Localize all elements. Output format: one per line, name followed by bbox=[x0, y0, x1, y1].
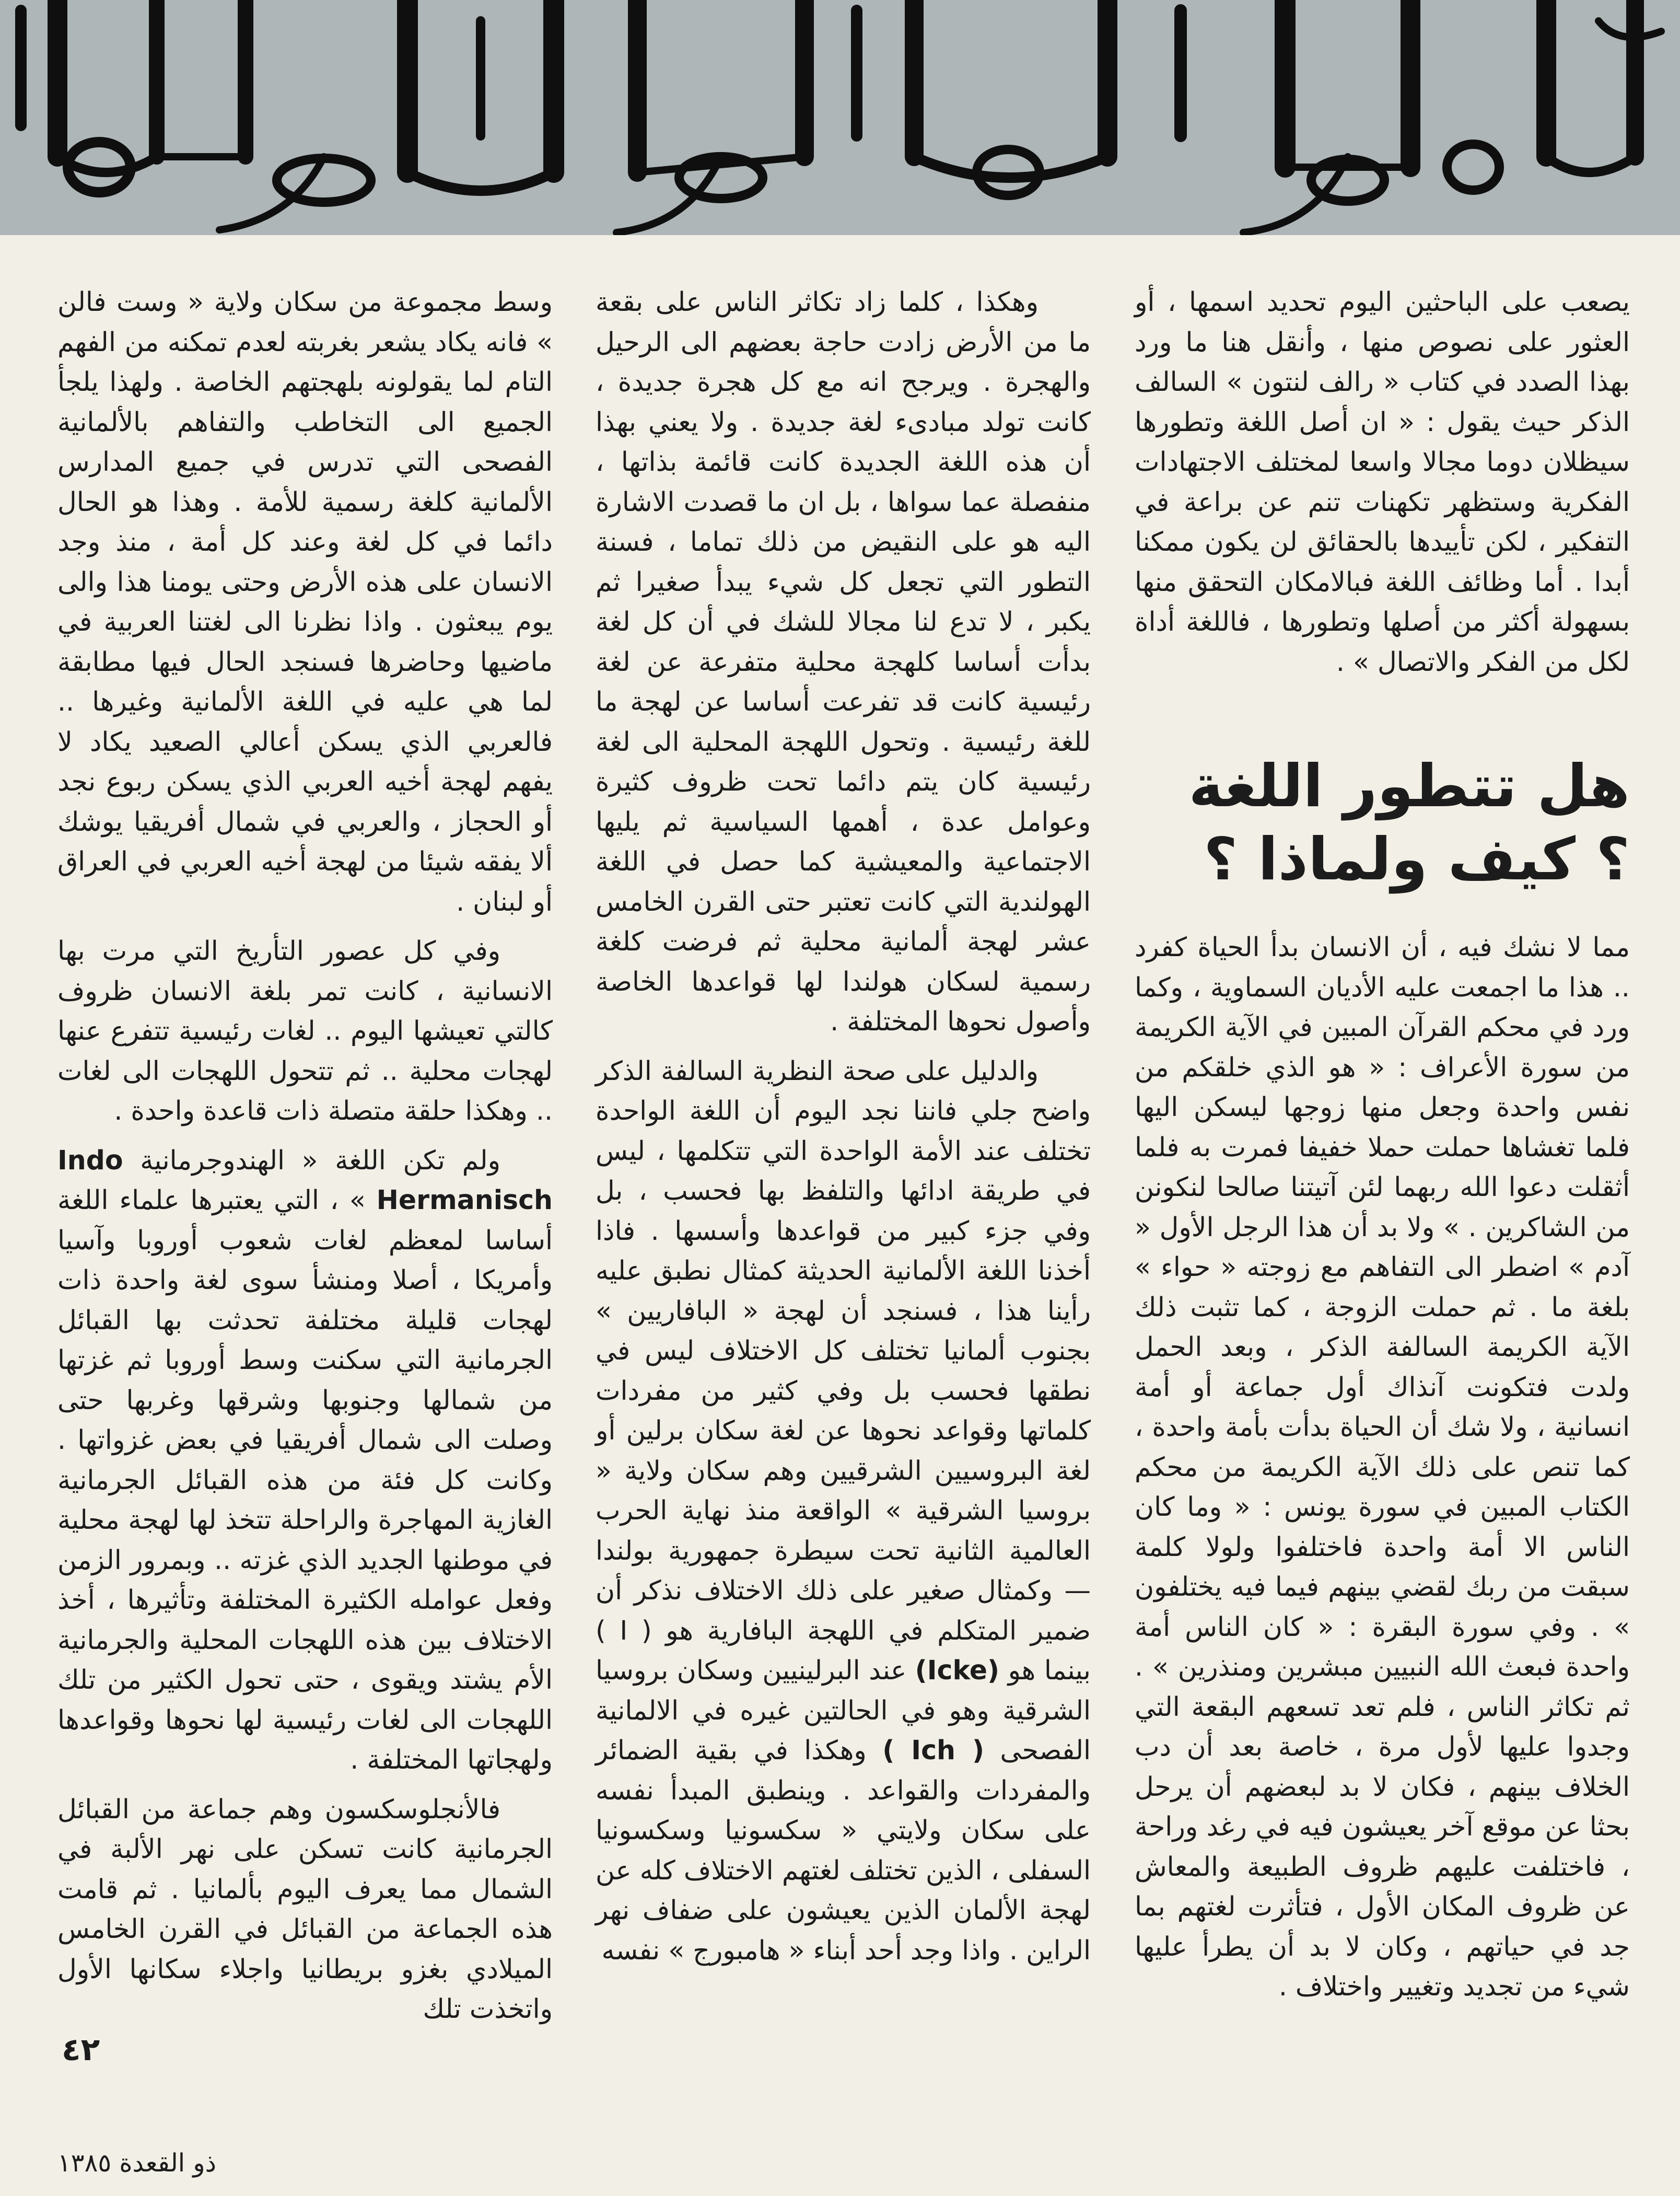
header-calligraphy-banner bbox=[0, 0, 1680, 235]
article-column-right bbox=[1135, 282, 1630, 2016]
latin-term: Indo Hermanisch bbox=[57, 1144, 553, 1215]
paragraph-text: والدليل على صحة النظرية السالفة الذكر واضح جلي فاننا نجد اليوم أن اللغة الواحدة تختلف عند الأمة الواحدة التي تتكلمها ، ليس في طريقة ادائها والتلفظ بها فحسب ، بل وفي جزء كبير من قواعدها وأسسها . فاذا أخذنا اللغة الألمانية الحديثة كمثال نطبق عليه رأينا هذا ، فسنجد أن لهجة « البافاريين » بجنوب ألمانيا تختلف كل الاختلاف ليس في نطقها فحسب بل وفي كثير من مفردات كلماتها وقواعد نحوها عن لغة سكان برلين أو لغة البروسيين الشرقيين وهم سكان ولاية « بروسيا الشرقية » الواقعة منذ نهاية الحرب العالمية الثانية تحت سيطرة جمهورية بولندا — وكمثال صغير على ذلك الاختلاف نذكر أن ضمير المتكلم في اللهجة البافارية هو ( I ) بينما هو bbox=[596, 1055, 1091, 1686]
article-column-middle bbox=[596, 282, 1091, 1980]
article-paragraph: وهكذا ، كلما زاد تكاثر الناس على بقعة ما من الأرض زادت حاجة بعضهم الى الرحيل والهجرة . ويرجح انه مع كل هجرة جديدة ، كانت تولد مبادىء لغة جديدة . ولا يعني بهذا أن هذه اللغة الجديدة كانت قائمة بذاتها ، منفصلة عما سواها ، بل ان ما قصدت الاشارة اليه هو على النقيض من ذلك تماما ، فسنة التطور التي تجعل كل شيء يبدأ صغيرا ثم يكبر ، لا تدع لنا مجالا للشك في أن كل لغة بدأت أساسا كلهجة محلية متفرعة عن لغة رئيسية كانت قد تفرعت أساسا عن لهجة ما للغة رئيسية . وتحول اللهجة المحلية الى لغة رئيسية كان يتم دائما تحت ظروف كثيرة وعوامل عدة ، أهمها السياسية ثم يليها الاجتماعية والمعيشية كما حصل في اللغة الهولندية التي كانت تعتبر حتى القرن الخامس عشر لهجة ألمانية محلية ثم فرضت كلغة رسمية لسكان هولندا لها قواعدها الخاصة وأصول نحوها المختلفة . bbox=[596, 286, 1091, 1037]
paragraph-text: ولم تكن اللغة « الهندوجرمانية bbox=[140, 1144, 500, 1176]
article-paragraph: وسط مجموعة من سكان ولاية « وست فالن » فانه يكاد يشعر بغربته لعدم تمكنه من الفهم التام لما يقولونه بلهجتهم الخاصة . ولهذا يلجأ الجميع الى التخاطب والتفاهم بالألمانية الفصحى التي تدرس في جميع المدارس الألمانية كلغة رسمية للأمة . وهذا هو الحال دائما في كل لغة وعند كل أمة ، منذ وجد الانسان على هذه الأرض وحتى يومنا هذا والى يوم يبعثون . واذا نظرنا الى لغتنا العربية في ماضيها وحاضرها فسنجد الحال فيها مطابقة لما هي عليه في اللغة الألمانية وغيرها .. فالعربي الذي يسكن أعالي الصعيد يكاد لا يفهم لهجة أخيه العربي الذي يسكن ربوع نجد أو الحجاز ، والعربي في شمال أفريقيا يوشك ألا يفقه شيئا من لهجة أخيه العربي في العراق أو لبنان . bbox=[57, 286, 553, 917]
paragraph-text: عند البرلينيين وسكان بروسيا الشرقية وهو في الحالتين غيره في الالمانية الفصحى bbox=[596, 1655, 1091, 1765]
article-paragraph bbox=[57, 1141, 553, 1780]
basmala-calligraphy-icon bbox=[0, 0, 1680, 235]
latin-term: ( Ich ) bbox=[882, 1735, 985, 1765]
article-paragraph bbox=[596, 1051, 1091, 1971]
paragraph-text: وهكذا في بقية الضمائر والمفردات والقواعد . وينطبق المبدأ نفسه على سكان ولايتي « سكسونيا وسكسونيا السفلى ، الذين تختلف لغتهم الاختلاف كله عن لهجة الألمان الذين يعيشون على ضفاف نهر الراين . واذا وجد أحد أبناء « هامبورج » نفسه bbox=[596, 1735, 1091, 1966]
paragraph-text: » ، التي يعتبرها علماء اللغة أساسا لمعظم لغات شعوب أوروبا وآسيا وأمريكا ، أصلا ومنشأ سوى لغة واحدة ذات لهجات قليلة مختلفة تحدثت بها القبائل الجرمانية التي سكنت وسط أوروبا ثم غزتها من شمالها وجنوبها وشرقها وغربها حتى وصلت الى شمال أفريقيا في بعض غزواتها . وكانت كل فئة من هذه القبائل الجرمانية الغازية المهاجرة والراحلة تتخذ لها لهجة محلية في موطنها الجديد الذي غزته .. وبمرور الزمن وفعل عوامله الكثيرة المختلفة وتأثيرها ، أخذ الاختلاف بين هذه اللهجات المحلية والجرمانية الأم يشتد ويقوى ، حتى تحول الكثير من تلك اللهجات الى لغات رئيسية لها نحوها وقواعدها ولهجاتها المختلفة . bbox=[57, 1184, 553, 1775]
article-intro-paragraph: يصعب على الباحثين اليوم تحديد اسمها ، أو العثور على نصوص منها ، وأنقل هنا ما ورد بهذا الصدد في كتاب « رالف لنتون » السالف الذكر حيث يقول : « ان أصل اللغة وتطورها سيظلان دوما مجالا واسعا لمختلف الاجتهادات الفكرية وستظهر تكهنات تنم عن براعة في التفكير ، لكن تأييدها بالحقائق لن يكون ممكنا أبدا . أما وظائف اللغة فبالامكان التحقق منها بسهولة أكثر من أصلها وتطورها ، فاللغة أداة لكل من الفكر والاتصال » . bbox=[1135, 286, 1630, 677]
section-heading: هل تتطور اللغة ؟ كيف ولماذا ؟ bbox=[1188, 752, 1630, 893]
article-column-left bbox=[57, 282, 553, 2039]
latin-term: (Icke) bbox=[915, 1655, 1000, 1686]
page-number: ٤٢ bbox=[62, 2031, 100, 2068]
issue-date: ذو القعدة ١٣٨٥ bbox=[57, 2148, 216, 2178]
article-paragraph: مما لا نشك فيه ، أن الانسان بدأ الحياة كفرد .. هذا ما اجمعت عليه الأديان السماوية ، وكما ورد في محكم القرآن المبين في الآية الكريمة من سورة الأعراف : « هو الذي خلقكم من نفس واحدة وجعل منها زوجها ليسكن اليها فلما تغشاها حملت حملا خفيفا فمرت به فلما أثقلت دعوا الله ربهما لئن آتيتنا صالحا لنكونن من الشاكرين . » ولا بد أن هذا الرجل الأول « آدم » اضطر الى التفاهم مع زوجته « حواء » بلغة ما . ثم حملت الزوجة ، كما تثبت ذلك الآية الكريمة السالفة الذكر ، وبعد الحمل ولدت فتكونت آنذاك أول جماعة أو أمة انسانية ، ولا شك أن الحياة بدأت بأمة واحدة ، كما تنص على ذلك الآية الكريمة من محكم الكتاب المبين في سورة يونس : « وما كان الناس الا أمة واحدة فاختلفوا ولولا كلمة سبقت من ربك لقضي بينهم فيما فيه يختلفون » . وفي سورة البقرة : « كان الناس أمة واحدة فبعث الله النبيين مبشرين ومنذرين » . ثم تكاثر الناس ، فلم تعد تسعهم البقعة التي وجدوا عليها لأول مرة ، خاصة بعد أن دب الخلاف بينهم ، فكان لا بد لبعضهم أن يرحل بحثا عن موقع آخر يعيشون فيه في رغد وراحة ، فاختلفت عليهم ظروف الطبيعة والمعاش عن ظروف المكان الأول ، فتأثرت لغتهم بما جد في حياتهم ، وكان لا بد أن يطرأ عليها شيء من تجديد وتغيير واختلاف . bbox=[1135, 932, 1630, 2002]
article-paragraph: فالأنجلوسكسون وهم جماعة من القبائل الجرمانية كانت تسكن على نهر الألبة في الشمال مما يعرف اليوم بألمانيا . ثم قامت هذه الجماعة من القبائل في القرن الخامس الميلادي بغزو بريطانيا واجلاء سكانها الأول واتخذت تلك bbox=[57, 1793, 553, 2024]
article-paragraph: وفي كل عصور التأريخ التي مرت بها الانسانية ، كانت تمر بلغة الانسان ظروف كالتي تعيشها اليوم .. لغات رئيسية تتفرع عنها لهجات محلية .. ثم تتحول اللهجات الى لغات .. وهكذا حلقة متصلة ذات قاعدة واحدة . bbox=[57, 935, 553, 1126]
